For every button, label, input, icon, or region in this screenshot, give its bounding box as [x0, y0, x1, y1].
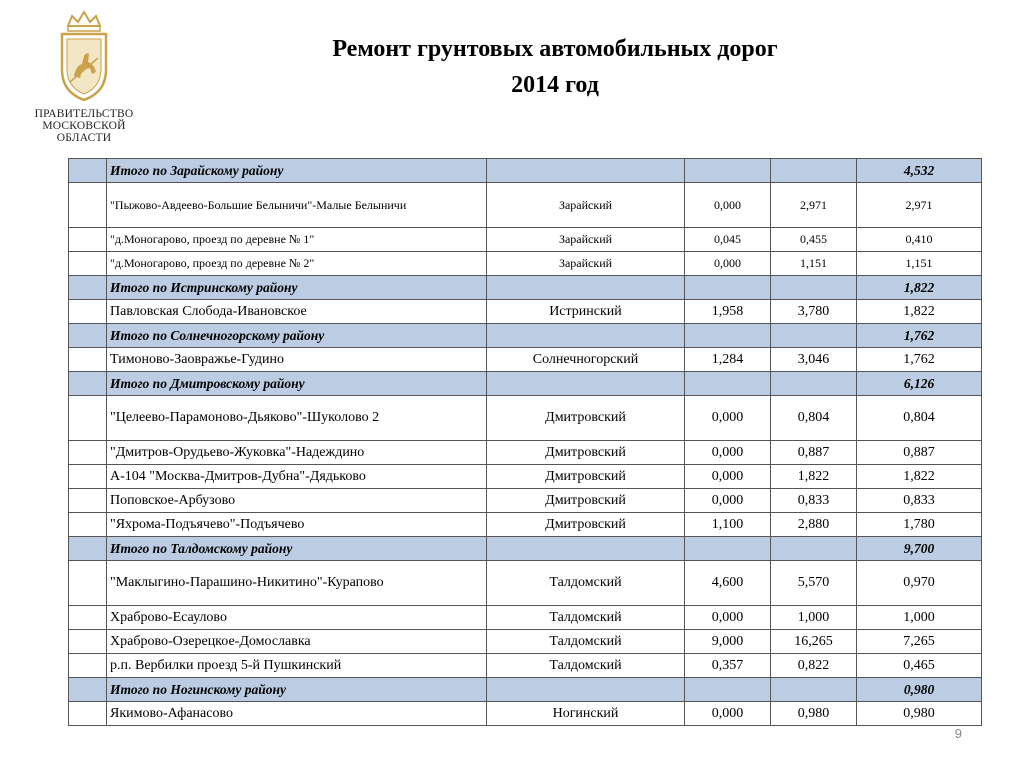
roads-table-body: [69, 159, 982, 726]
district-total-row: [69, 324, 982, 348]
length-km-cell: 2,971: [857, 183, 982, 228]
row-number-cell: [69, 606, 107, 630]
row-number-cell: [69, 489, 107, 513]
road-row: [69, 606, 982, 630]
row-number-cell: [69, 372, 107, 396]
length-km-cell: 0,980: [857, 702, 982, 726]
road-row: [69, 561, 982, 606]
road-row: [69, 348, 982, 372]
length-km-cell: 0,465: [857, 654, 982, 678]
start-km-cell: 0,000: [685, 396, 771, 441]
road-row: [69, 465, 982, 489]
road-name-cell: Храброво-Озерецкое-Домославка: [107, 630, 487, 654]
district-cell: Талдомский: [487, 606, 685, 630]
row-number-cell: [69, 537, 107, 561]
length-km-cell: 1,762: [857, 348, 982, 372]
row-number-cell: [69, 252, 107, 276]
district-total-row: [69, 276, 982, 300]
end-km-cell: [771, 537, 857, 561]
row-number-cell: [69, 630, 107, 654]
road-name-cell: "Маклыгино-Парашино-Никитино"-Курапово: [107, 561, 487, 606]
end-km-cell: [771, 276, 857, 300]
road-name-cell: Храброво-Есаулово: [107, 606, 487, 630]
length-km-cell: 1,822: [857, 465, 982, 489]
road-row: [69, 654, 982, 678]
start-km-cell: 1,100: [685, 513, 771, 537]
end-km-cell: 2,971: [771, 183, 857, 228]
row-number-cell: [69, 159, 107, 183]
row-number-cell: [69, 513, 107, 537]
length-km-cell: 1,822: [857, 300, 982, 324]
district-cell: Зарайский: [487, 183, 685, 228]
end-km-cell: 1,151: [771, 252, 857, 276]
road-name-cell: "Пыжово-Авдеево-Большие Белыничи"-Малые Белыничи: [107, 183, 487, 228]
start-km-cell: 0,000: [685, 702, 771, 726]
row-number-cell: [69, 324, 107, 348]
road-name-cell: р.п. Вербилки проезд 5-й Пушкинский: [107, 654, 487, 678]
page-subtitle-year: 2014 год: [511, 72, 599, 98]
district-cell: Дмитровский: [487, 396, 685, 441]
page-title: Ремонт грунтовых автомобильных дорог: [332, 36, 778, 62]
start-km-cell: [685, 678, 771, 702]
district-cell: Дмитровский: [487, 513, 685, 537]
road-name-cell: "Целеево-Парамоново-Дьяково"-Шуколово 2: [107, 396, 487, 441]
row-number-cell: [69, 183, 107, 228]
end-km-cell: 0,887: [771, 441, 857, 465]
district-total-label: Итого по Ногинскому району: [107, 678, 487, 702]
end-km-cell: 0,804: [771, 396, 857, 441]
start-km-cell: [685, 276, 771, 300]
district-cell: Зарайский: [487, 228, 685, 252]
length-km-cell: 1,151: [857, 252, 982, 276]
district-cell: [487, 159, 685, 183]
road-name-cell: "д.Моногарово, проезд по деревне № 1": [107, 228, 487, 252]
end-km-cell: 3,046: [771, 348, 857, 372]
start-km-cell: 9,000: [685, 630, 771, 654]
road-name-cell: Тимоново-Заовражье-Гудино: [107, 348, 487, 372]
length-km-cell: 0,970: [857, 561, 982, 606]
district-cell: Дмитровский: [487, 489, 685, 513]
row-number-cell: [69, 654, 107, 678]
district-cell: [487, 324, 685, 348]
roads-table: [68, 158, 982, 726]
length-km-cell: 7,265: [857, 630, 982, 654]
row-number-cell: [69, 465, 107, 489]
start-km-cell: 0,000: [685, 252, 771, 276]
district-cell: Истринский: [487, 300, 685, 324]
length-km-cell: 0,887: [857, 441, 982, 465]
start-km-cell: 0,000: [685, 183, 771, 228]
row-number-cell: [69, 228, 107, 252]
district-total-row: [69, 159, 982, 183]
start-km-cell: [685, 324, 771, 348]
road-row: [69, 228, 982, 252]
district-cell: [487, 276, 685, 300]
logo-text-line2: МОСКОВСКОЙ: [42, 120, 126, 132]
district-cell: Талдомский: [487, 630, 685, 654]
road-row: [69, 300, 982, 324]
end-km-cell: 2,880: [771, 513, 857, 537]
district-cell: Зарайский: [487, 252, 685, 276]
end-km-cell: [771, 324, 857, 348]
end-km-cell: [771, 159, 857, 183]
district-cell: Ногинский: [487, 702, 685, 726]
start-km-cell: 0,357: [685, 654, 771, 678]
district-total-label: Итого по Дмитровскому району: [107, 372, 487, 396]
coat-of-arms-icon: [54, 8, 114, 104]
row-number-cell: [69, 561, 107, 606]
district-cell: Талдомский: [487, 654, 685, 678]
district-total-label: Итого по Талдомскому району: [107, 537, 487, 561]
road-name-cell: "Яхрома-Подъячево"-Подъячево: [107, 513, 487, 537]
district-total-label: Итого по Истринскому району: [107, 276, 487, 300]
district-cell: Солнечногорский: [487, 348, 685, 372]
start-km-cell: [685, 372, 771, 396]
start-km-cell: 0,000: [685, 606, 771, 630]
district-cell: [487, 678, 685, 702]
district-total-value: 9,700: [857, 537, 982, 561]
end-km-cell: 0,980: [771, 702, 857, 726]
start-km-cell: 1,958: [685, 300, 771, 324]
road-name-cell: "Дмитров-Орудьево-Жуковка"-Надеждино: [107, 441, 487, 465]
road-row: [69, 183, 982, 228]
end-km-cell: [771, 372, 857, 396]
road-name-cell: А-104 "Москва-Дмитров-Дубна"-Дядьково: [107, 465, 487, 489]
road-row: [69, 396, 982, 441]
district-total-value: 6,126: [857, 372, 982, 396]
road-row: [69, 630, 982, 654]
end-km-cell: 5,570: [771, 561, 857, 606]
road-name-cell: Якимово-Афанасово: [107, 702, 487, 726]
end-km-cell: 1,822: [771, 465, 857, 489]
district-total-value: 4,532: [857, 159, 982, 183]
road-name-cell: Павловская Слобода-Ивановское: [107, 300, 487, 324]
district-total-row: [69, 372, 982, 396]
road-row: [69, 513, 982, 537]
row-number-cell: [69, 396, 107, 441]
district-cell: Талдомский: [487, 561, 685, 606]
row-number-cell: [69, 276, 107, 300]
road-row: [69, 702, 982, 726]
length-km-cell: 0,833: [857, 489, 982, 513]
district-cell: [487, 537, 685, 561]
district-cell: Дмитровский: [487, 441, 685, 465]
district-total-label: Итого по Зарайскому району: [107, 159, 487, 183]
row-number-cell: [69, 678, 107, 702]
district-total-row: [69, 537, 982, 561]
logo-text-line3: ОБЛАСТИ: [56, 132, 112, 144]
road-name-cell: "д.Моногарово, проезд по деревне № 2": [107, 252, 487, 276]
end-km-cell: 16,265: [771, 630, 857, 654]
end-km-cell: 1,000: [771, 606, 857, 630]
district-total-value: 1,762: [857, 324, 982, 348]
district-cell: [487, 372, 685, 396]
district-total-value: 1,822: [857, 276, 982, 300]
row-number-cell: [69, 702, 107, 726]
district-cell: Дмитровский: [487, 465, 685, 489]
district-total-label: Итого по Солнечногорскому району: [107, 324, 487, 348]
start-km-cell: 0,000: [685, 489, 771, 513]
district-total-value: 0,980: [857, 678, 982, 702]
length-km-cell: 0,804: [857, 396, 982, 441]
district-total-row: [69, 678, 982, 702]
start-km-cell: [685, 159, 771, 183]
road-row: [69, 252, 982, 276]
start-km-cell: 0,000: [685, 465, 771, 489]
row-number-cell: [69, 348, 107, 372]
end-km-cell: [771, 678, 857, 702]
logo-text-line1: ПРАВИТЕЛЬСТВО: [34, 108, 134, 120]
length-km-cell: 1,780: [857, 513, 982, 537]
start-km-cell: 0,045: [685, 228, 771, 252]
road-row: [69, 489, 982, 513]
start-km-cell: 1,284: [685, 348, 771, 372]
page-number: 9: [954, 726, 962, 741]
end-km-cell: 0,822: [771, 654, 857, 678]
row-number-cell: [69, 441, 107, 465]
length-km-cell: 0,410: [857, 228, 982, 252]
start-km-cell: 0,000: [685, 441, 771, 465]
start-km-cell: 4,600: [685, 561, 771, 606]
start-km-cell: [685, 537, 771, 561]
length-km-cell: 1,000: [857, 606, 982, 630]
end-km-cell: 3,780: [771, 300, 857, 324]
end-km-cell: 0,455: [771, 228, 857, 252]
coat-of-arms-logo: [22, 8, 146, 158]
end-km-cell: 0,833: [771, 489, 857, 513]
road-row: [69, 441, 982, 465]
road-name-cell: Поповское-Арбузово: [107, 489, 487, 513]
row-number-cell: [69, 300, 107, 324]
